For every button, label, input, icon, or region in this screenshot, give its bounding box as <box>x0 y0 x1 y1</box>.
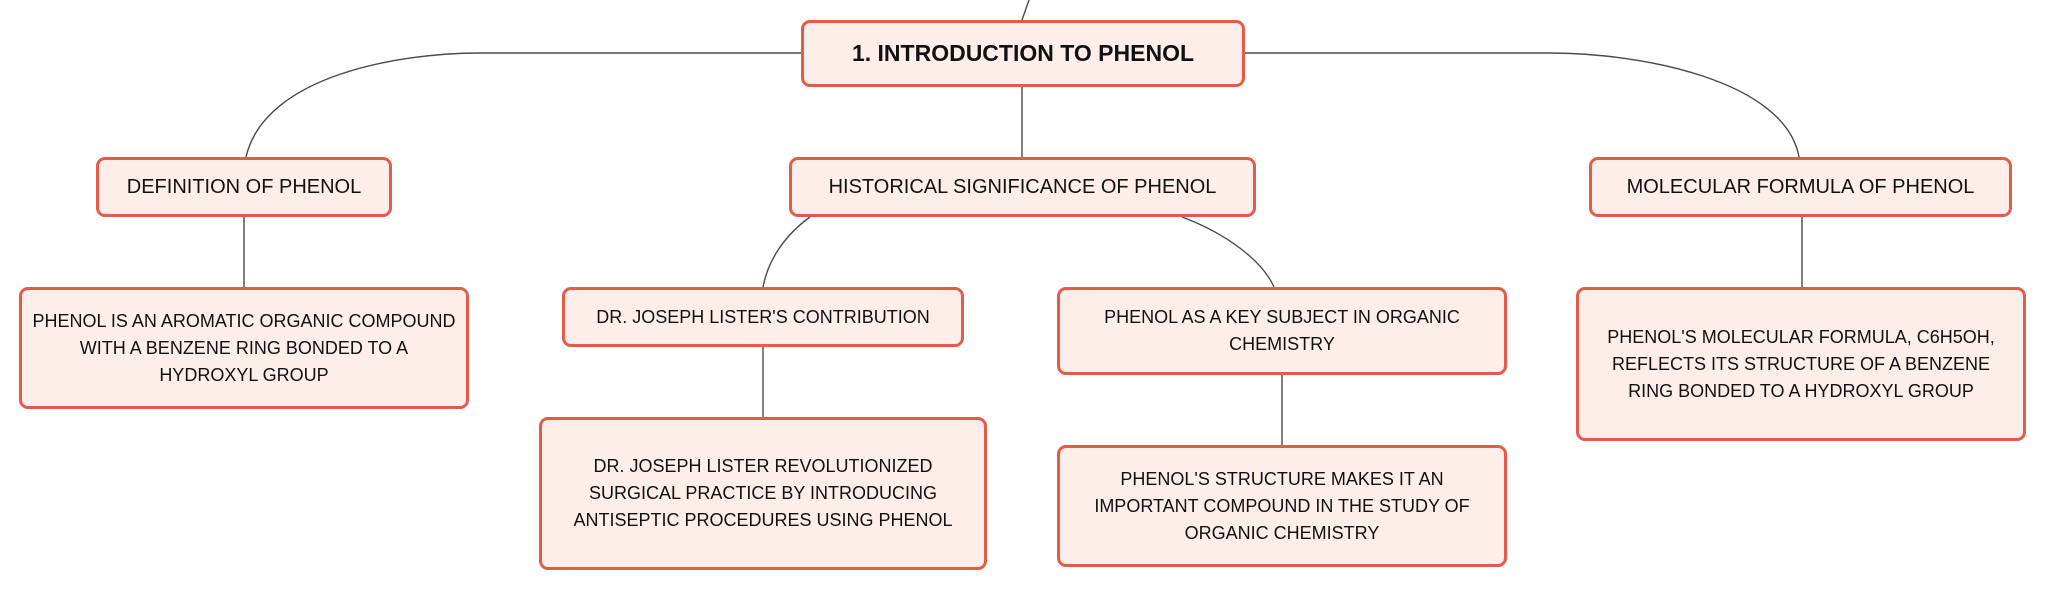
organic-detail-node[interactable] <box>1057 445 1507 567</box>
definition-node[interactable] <box>96 157 392 217</box>
lister-contribution-label: DR. JOSEPH LISTER'S CONTRIBUTION <box>596 306 930 327</box>
organic-chemistry-label: PHENOL AS A KEY SUBJECT IN ORGANIC CHEMISTRY <box>1104 307 1460 354</box>
edge-root-parent <box>1022 0 1029 20</box>
definition-detail-node[interactable] <box>19 287 469 409</box>
definition-label: DEFINITION OF PHENOL <box>126 175 362 198</box>
edge-history-lister <box>763 217 810 287</box>
edge-root-formula <box>1245 53 1799 157</box>
formula-detail-node[interactable] <box>1576 287 2026 441</box>
history-label: HISTORICAL SIGNIFICANCE OF PHENOL <box>828 175 1217 198</box>
formula-detail-text: PHENOL'S MOLECULAR FORMULA, C6H5OH, REFLECTS ITS STRUCTURE OF A BENZENE RING BONDED TO A HYDROXYL GROUP <box>1607 326 1995 401</box>
root-topic-node[interactable] <box>801 20 1245 87</box>
lister-detail-node[interactable] <box>539 417 987 570</box>
definition-detail-text: PHENOL IS AN AROMATIC ORGANIC COMPOUND WITH A BENZENE RING BONDED TO A HYDROXYL GROUP <box>32 310 456 385</box>
formula-label: MOLECULAR FORMULA OF PHENOL <box>1626 175 1975 198</box>
formula-node[interactable] <box>1589 157 2012 217</box>
root-topic-label: 1. INTRODUCTION TO PHENOL <box>851 40 1195 66</box>
lister-contribution-node[interactable] <box>562 287 964 347</box>
history-node[interactable] <box>789 157 1256 217</box>
edge-root-definition <box>246 53 801 157</box>
organic-detail-text: PHENOL'S STRUCTURE MAKES IT AN IMPORTANT COMPOUND IN THE STUDY OF ORGANIC CHEMISTRY <box>1094 468 1470 543</box>
lister-detail-text: DR. JOSEPH LISTER REVOLUTIONIZED SURGICAL PRACTICE BY INTRODUCING ANTISEPTIC PROCEDURES USING PHENOL <box>573 456 953 530</box>
organic-chemistry-node[interactable] <box>1057 287 1507 375</box>
edge-history-organic <box>1182 217 1274 287</box>
